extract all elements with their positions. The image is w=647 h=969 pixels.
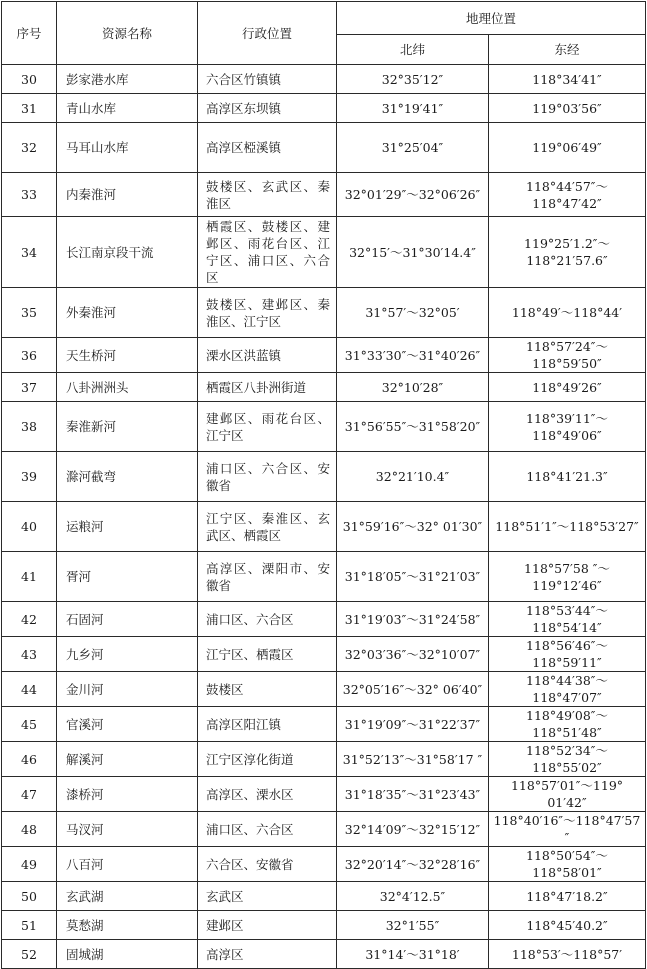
cell-seq: 43 [2,637,57,672]
cell-lon: 118°52′34″～118°55′02″ [489,742,646,777]
cell-lat: 31°18′05″～31°21′03″ [337,552,489,602]
cell-lon: 118°44′57″～118°47′42″ [489,173,646,217]
cell-seq: 30 [2,65,57,94]
cell-lon: 118°49′～118°44′ [489,288,646,338]
header-name: 资源名称 [57,2,198,65]
cell-name: 青山水库 [57,94,198,123]
cell-name: 八卦洲洲头 [57,373,198,402]
cell-admin: 浦口区、六合区 [198,602,337,637]
cell-lon: 119°25′1.2″～118°21′57.6″ [489,217,646,288]
cell-seq: 41 [2,552,57,602]
cell-lon: 118°50′54″～118°58′01″ [489,847,646,882]
cell-lat: 32°01′29″～32°06′26″ [337,173,489,217]
cell-lon: 118°53′～118°57′ [489,940,646,969]
cell-lat: 31°59′16″～32° 01′30″ [337,502,489,552]
cell-name: 内秦淮河 [57,173,198,217]
cell-name: 九乡河 [57,637,198,672]
cell-admin: 浦口区、六合区、安徽省 [198,452,337,502]
table-row [2,777,646,812]
cell-admin: 高淳区椏溪镇 [198,123,337,173]
cell-lon: 118°39′11″～118°49′06″ [489,402,646,452]
table-row [2,288,646,338]
cell-lat: 31°18′35″～31°23′43″ [337,777,489,812]
table-row [2,742,646,777]
cell-admin: 建邺区、雨花台区、江宁区 [198,402,337,452]
cell-seq: 50 [2,882,57,911]
cell-admin: 六合区竹镇镇 [198,65,337,94]
cell-seq: 51 [2,911,57,940]
header-admin: 行政位置 [198,2,337,65]
cell-admin: 高淳区东坝镇 [198,94,337,123]
cell-admin: 江宁区、栖霞区 [198,637,337,672]
cell-seq: 44 [2,672,57,707]
cell-admin: 高淳区阳江镇 [198,707,337,742]
cell-name: 固城湖 [57,940,198,969]
cell-admin: 六合区、安徽省 [198,847,337,882]
cell-lat: 32°05′16″～32° 06′40″ [337,672,489,707]
table-row [2,940,646,969]
table-row [2,173,646,217]
cell-admin: 高淳区 [198,940,337,969]
cell-name: 马汊河 [57,812,198,847]
cell-name: 金川河 [57,672,198,707]
cell-lat: 31°14′～31°18′ [337,940,489,969]
cell-lat: 32°20′14″～32°28′16″ [337,847,489,882]
cell-lat: 31°25′04″ [337,123,489,173]
table-row [2,65,646,94]
cell-seq: 39 [2,452,57,502]
cell-lon: 118°41′21.3″ [489,452,646,502]
cell-seq: 38 [2,402,57,452]
table-row [2,338,646,373]
cell-lon: 119°03′56″ [489,94,646,123]
cell-name: 马耳山水库 [57,123,198,173]
cell-lon: 118°53′44″～118°54′14″ [489,602,646,637]
table-row [2,637,646,672]
cell-admin: 栖霞区、鼓楼区、建邺区、雨花台区、江宁区、浦口区、六合区 [198,217,337,288]
cell-name: 漆桥河 [57,777,198,812]
cell-seq: 45 [2,707,57,742]
resource-location-table [1,1,646,969]
cell-lon: 118°56′46″～118°59′11″ [489,637,646,672]
header-seq: 序号 [2,2,57,65]
cell-name: 胥河 [57,552,198,602]
cell-seq: 36 [2,338,57,373]
cell-admin: 鼓楼区 [198,672,337,707]
cell-seq: 49 [2,847,57,882]
cell-seq: 40 [2,502,57,552]
cell-name: 秦淮新河 [57,402,198,452]
cell-seq: 52 [2,940,57,969]
cell-admin: 江宁区、秦淮区、玄武区、栖霞区 [198,502,337,552]
cell-seq: 37 [2,373,57,402]
cell-lat: 31°52′13″～31°58′17 ″ [337,742,489,777]
table-row [2,911,646,940]
table-row [2,402,646,452]
cell-lon: 118°57′58 ″～119°12′46″ [489,552,646,602]
header-lat: 北纬 [337,35,489,65]
cell-lat: 31°33′30″～31°40′26″ [337,338,489,373]
cell-name: 官溪河 [57,707,198,742]
table-row [2,502,646,552]
cell-admin: 高淳区、溧水区 [198,777,337,812]
table-row [2,602,646,637]
table-row [2,847,646,882]
table-row [2,672,646,707]
cell-seq: 42 [2,602,57,637]
table-row [2,707,646,742]
cell-admin: 江宁区淳化街道 [198,742,337,777]
table-row [2,552,646,602]
cell-admin: 栖霞区八卦洲街道 [198,373,337,402]
cell-lat: 32°03′36″～32°10′07″ [337,637,489,672]
cell-seq: 46 [2,742,57,777]
table-header [2,2,646,65]
cell-admin: 高淳区、溧阳市、安徽省 [198,552,337,602]
cell-lon: 118°34′41″ [489,65,646,94]
header-lon: 东经 [489,35,646,65]
cell-lat: 32°35′12″ [337,65,489,94]
cell-lon: 118°45′40.2″ [489,911,646,940]
cell-seq: 47 [2,777,57,812]
cell-lon: 118°44′38″～118°47′07″ [489,672,646,707]
cell-name: 玄武湖 [57,882,198,911]
cell-lat: 32°1′55″ [337,911,489,940]
cell-lat: 32°21′10.4″ [337,452,489,502]
cell-seq: 34 [2,217,57,288]
cell-name: 石固河 [57,602,198,637]
cell-lon: 119°06′49″ [489,123,646,173]
cell-lon: 118°47′18.2″ [489,882,646,911]
table-row [2,812,646,847]
table-row [2,882,646,911]
table-row [2,94,646,123]
cell-admin: 鼓楼区、玄武区、秦淮区 [198,173,337,217]
cell-admin: 建邺区 [198,911,337,940]
cell-lon: 118°40′16″～118°47′57 ″ [489,812,646,847]
table-row [2,123,646,173]
cell-seq: 32 [2,123,57,173]
cell-lat: 31°19′09″～31°22′37″ [337,707,489,742]
cell-name: 天生桥河 [57,338,198,373]
cell-lon: 118°57′24″～118°59′50″ [489,338,646,373]
table-row [2,452,646,502]
cell-lat: 32°10′28″ [337,373,489,402]
table-row [2,373,646,402]
cell-lon: 118°57′01″～119° 01′42″ [489,777,646,812]
table-body [2,65,646,969]
cell-name: 长江南京段干流 [57,217,198,288]
cell-name: 外秦淮河 [57,288,198,338]
cell-lon: 118°49′26″ [489,373,646,402]
cell-lat: 31°19′41″ [337,94,489,123]
cell-name: 运粮河 [57,502,198,552]
cell-name: 彭家港水库 [57,65,198,94]
cell-name: 解溪河 [57,742,198,777]
cell-name: 八百河 [57,847,198,882]
cell-lon: 118°49′08″～118°51′48″ [489,707,646,742]
header-geo: 地理位置 [337,2,646,35]
cell-admin: 浦口区、六合区 [198,812,337,847]
cell-seq: 48 [2,812,57,847]
cell-admin: 溧水区洪蓝镇 [198,338,337,373]
cell-admin: 鼓楼区、建邺区、秦淮区、江宁区 [198,288,337,338]
cell-lon: 118°51′1″～118°53′27″ [489,502,646,552]
cell-admin: 玄武区 [198,882,337,911]
table-row [2,217,646,288]
cell-lat: 32°14′09″～32°15′12″ [337,812,489,847]
cell-name: 莫愁湖 [57,911,198,940]
cell-lat: 32°15′～31°30′14.4″ [337,217,489,288]
cell-seq: 35 [2,288,57,338]
cell-lat: 31°56′55″～31°58′20″ [337,402,489,452]
cell-seq: 33 [2,173,57,217]
cell-lat: 32°4′12.5″ [337,882,489,911]
cell-lat: 31°57′～32°05′ [337,288,489,338]
cell-seq: 31 [2,94,57,123]
cell-name: 滁河截弯 [57,452,198,502]
cell-lat: 31°19′03″～31°24′58″ [337,602,489,637]
